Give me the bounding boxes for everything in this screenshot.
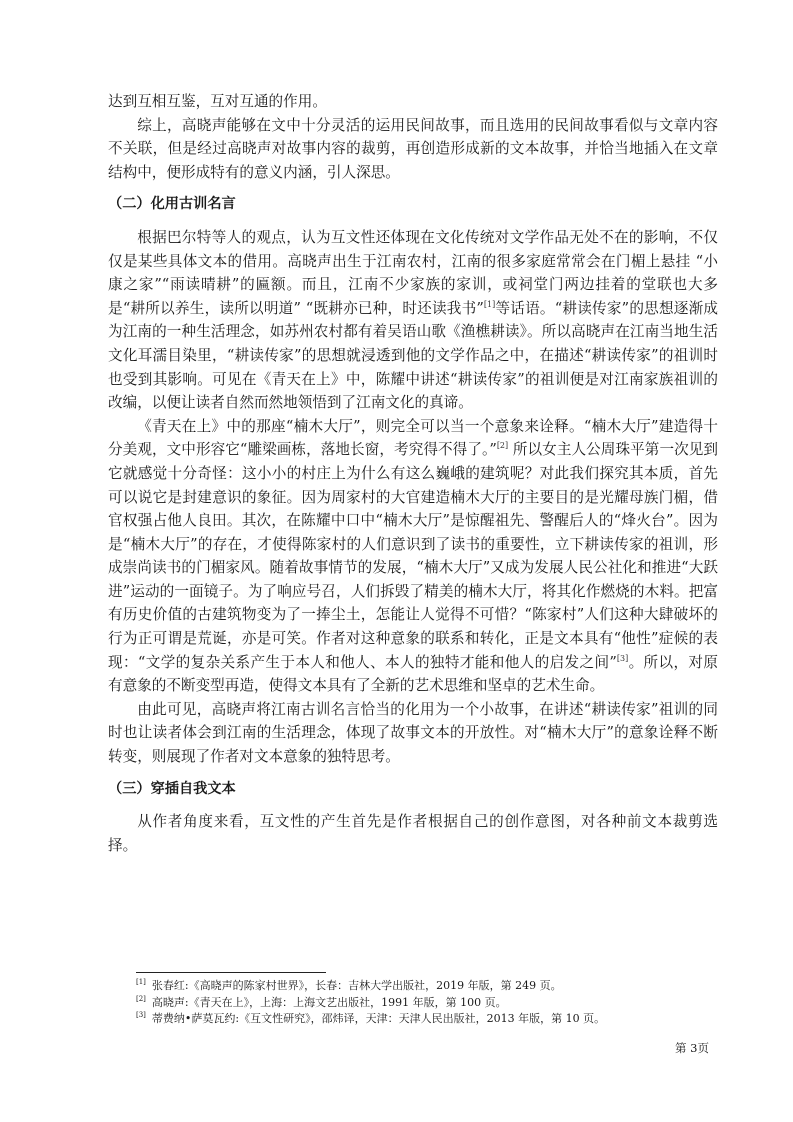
paragraph-text: 根据巴尔特等人的观点，认为互文性还体现在文化传统对文学作品无处不在的影响，不仅仅是某些具体文本的借用。高晓声出生于江南农村，江南的很多家庭常常会在门楣上悬挂 “小康之家”“雨读晴耕”的匾额。而且，江南不少家族的家训，或祠堂门两边挂着的堂联也大多是“耕所以养生，读所以明道” “既耕亦已种，时还读我书” — [108, 228, 718, 317]
footnote-text: 蒂费纳•萨莫瓦约:《互文性研究》，邵炜译，天津：天津人民出版社，2013 年版，第 10 页。 — [151, 1012, 606, 1025]
paragraph-barthes — [108, 226, 718, 415]
paragraph-continuation: 达到互相互鉴，互对互通的作用。 — [108, 93, 327, 110]
footnote-ref[interactable]: [1] — [483, 299, 496, 309]
paragraph-nanmu-hall — [108, 415, 718, 698]
footnote-item — [136, 978, 726, 995]
footnote-text: 张春红:《高晓声的陈家村世界》，长春：吉林大学出版社，2019 年版，第 249 页。 — [151, 979, 562, 992]
paragraph-summary: 综上，高晓声能够在文中十分灵活的运用民间故事，而且选用的民间故事看似与文章内容不关联，但是经过高晓声对故事内容的裁剪，再创造形成新的文本故事，并恰当地插入在文章结构中，便形成特有的意义内涵，引人深思。 — [108, 116, 718, 181]
paragraph-text: 所以女主人公周珠平第一次见到它就感觉十分奇怪：这小小的村庄上为什么有这么巍峨的建筑呢？对此我们探究其本质，首先可以说它是封建意识的象征。因为周家村的大官建造楠木大厅的主要目的是光耀母族门楣，借官权强占他人良田。其次，在陈耀中口中“楠木大厅”是惊醒祖先、警醒后人的“烽火台”。因为是“楠木大厅”的存在，才使得陈家村的人们意识到了读书的重要性，立下耕读传家的祖训，形成崇尚读书的门楣家风。随着故事情节的发展，“楠木大厅”又成为发展人民公社化和推进“大跃进”运动的一面镜子。为了响应号召，人们拆毁了精美的楠木大厅，将其化作燃烧的木料。把富有历史价值的古建筑物变为了一捧尘土，怎能让人觉得不可惜？“陈家村”人们这种大肆破坏的行为正可谓是荒诞，亦是可笑。作者对这种意象的联系和转化，正是文本具有“他性”症候的表现：“文学的复杂关系产生于本人和他人、本人的独特才能和他人的启发之间” — [108, 441, 719, 671]
footnote-mark: [3] — [136, 1011, 146, 1020]
section-heading-3: （三）穿插自我文本 — [108, 780, 236, 797]
footnote-ref[interactable]: [2] — [496, 441, 509, 451]
paragraph-text: 《青天在上》中的那座“楠木大厅”，则完全可以当一个意象来诠释。“楠木大厅”建造得十分美观，文中形容它“雕梁画栋，落地长窗，考究得不得了。” — [108, 417, 718, 459]
footnotes — [136, 978, 726, 1028]
footnote-text: 高晓声:《青天在上》，上海：上海文艺出版社，1991 年版，第 100 页。 — [151, 995, 507, 1009]
paragraph-text: 等话语。“耕读传家”的思想逐渐成为江南的一种生活理念，如苏州农村都有着吴语山歌《渔樵耕读》。所以高晓声在江南当地生活文化耳濡目染里，“耕读传家”的思想就浸透到他的文学作品之中，在描述“耕读传家”的祖训时也受到其影响。可见在《青天在上》中，陈耀中讲述“耕读传家”的祖训便是对江南家族祖训的改编，以便让读者自然而然地领悟到了江南文化的真谛。 — [108, 299, 718, 412]
footnote-ref[interactable]: [3] — [616, 653, 629, 663]
paragraph-conclusion: 由此可见，高晓声将江南古训名言恰当的化用为一个小故事，在讲述“耕读传家”祖训的同时也让读者体会到江南的生活理念，体现了故事文本的开放性。对“楠木大厅”的意象诠释不断转变，则展现了作者对文本意象的独特思考。 — [108, 700, 718, 766]
footnote-divider — [136, 972, 326, 973]
section-heading-2: （二）化用古训名言 — [108, 196, 236, 213]
paragraph-author-view: 从作者角度来看，互文性的产生首先是作者根据自己的创作意图，对各种前文本裁剪选择。 — [108, 813, 718, 854]
paragraph-text: 。所以，对原有意象的不断变型再造，使得文本具有了全新的艺术思维和坚卓的艺术生命。 — [108, 653, 718, 695]
footnote-mark: [2] — [136, 994, 146, 1003]
footnote-item — [136, 1011, 726, 1028]
body-text — [108, 90, 718, 857]
footnote-mark: [1] — [136, 978, 146, 987]
footnote-item — [136, 995, 726, 1012]
page-number: 第 3页 — [675, 1041, 709, 1055]
